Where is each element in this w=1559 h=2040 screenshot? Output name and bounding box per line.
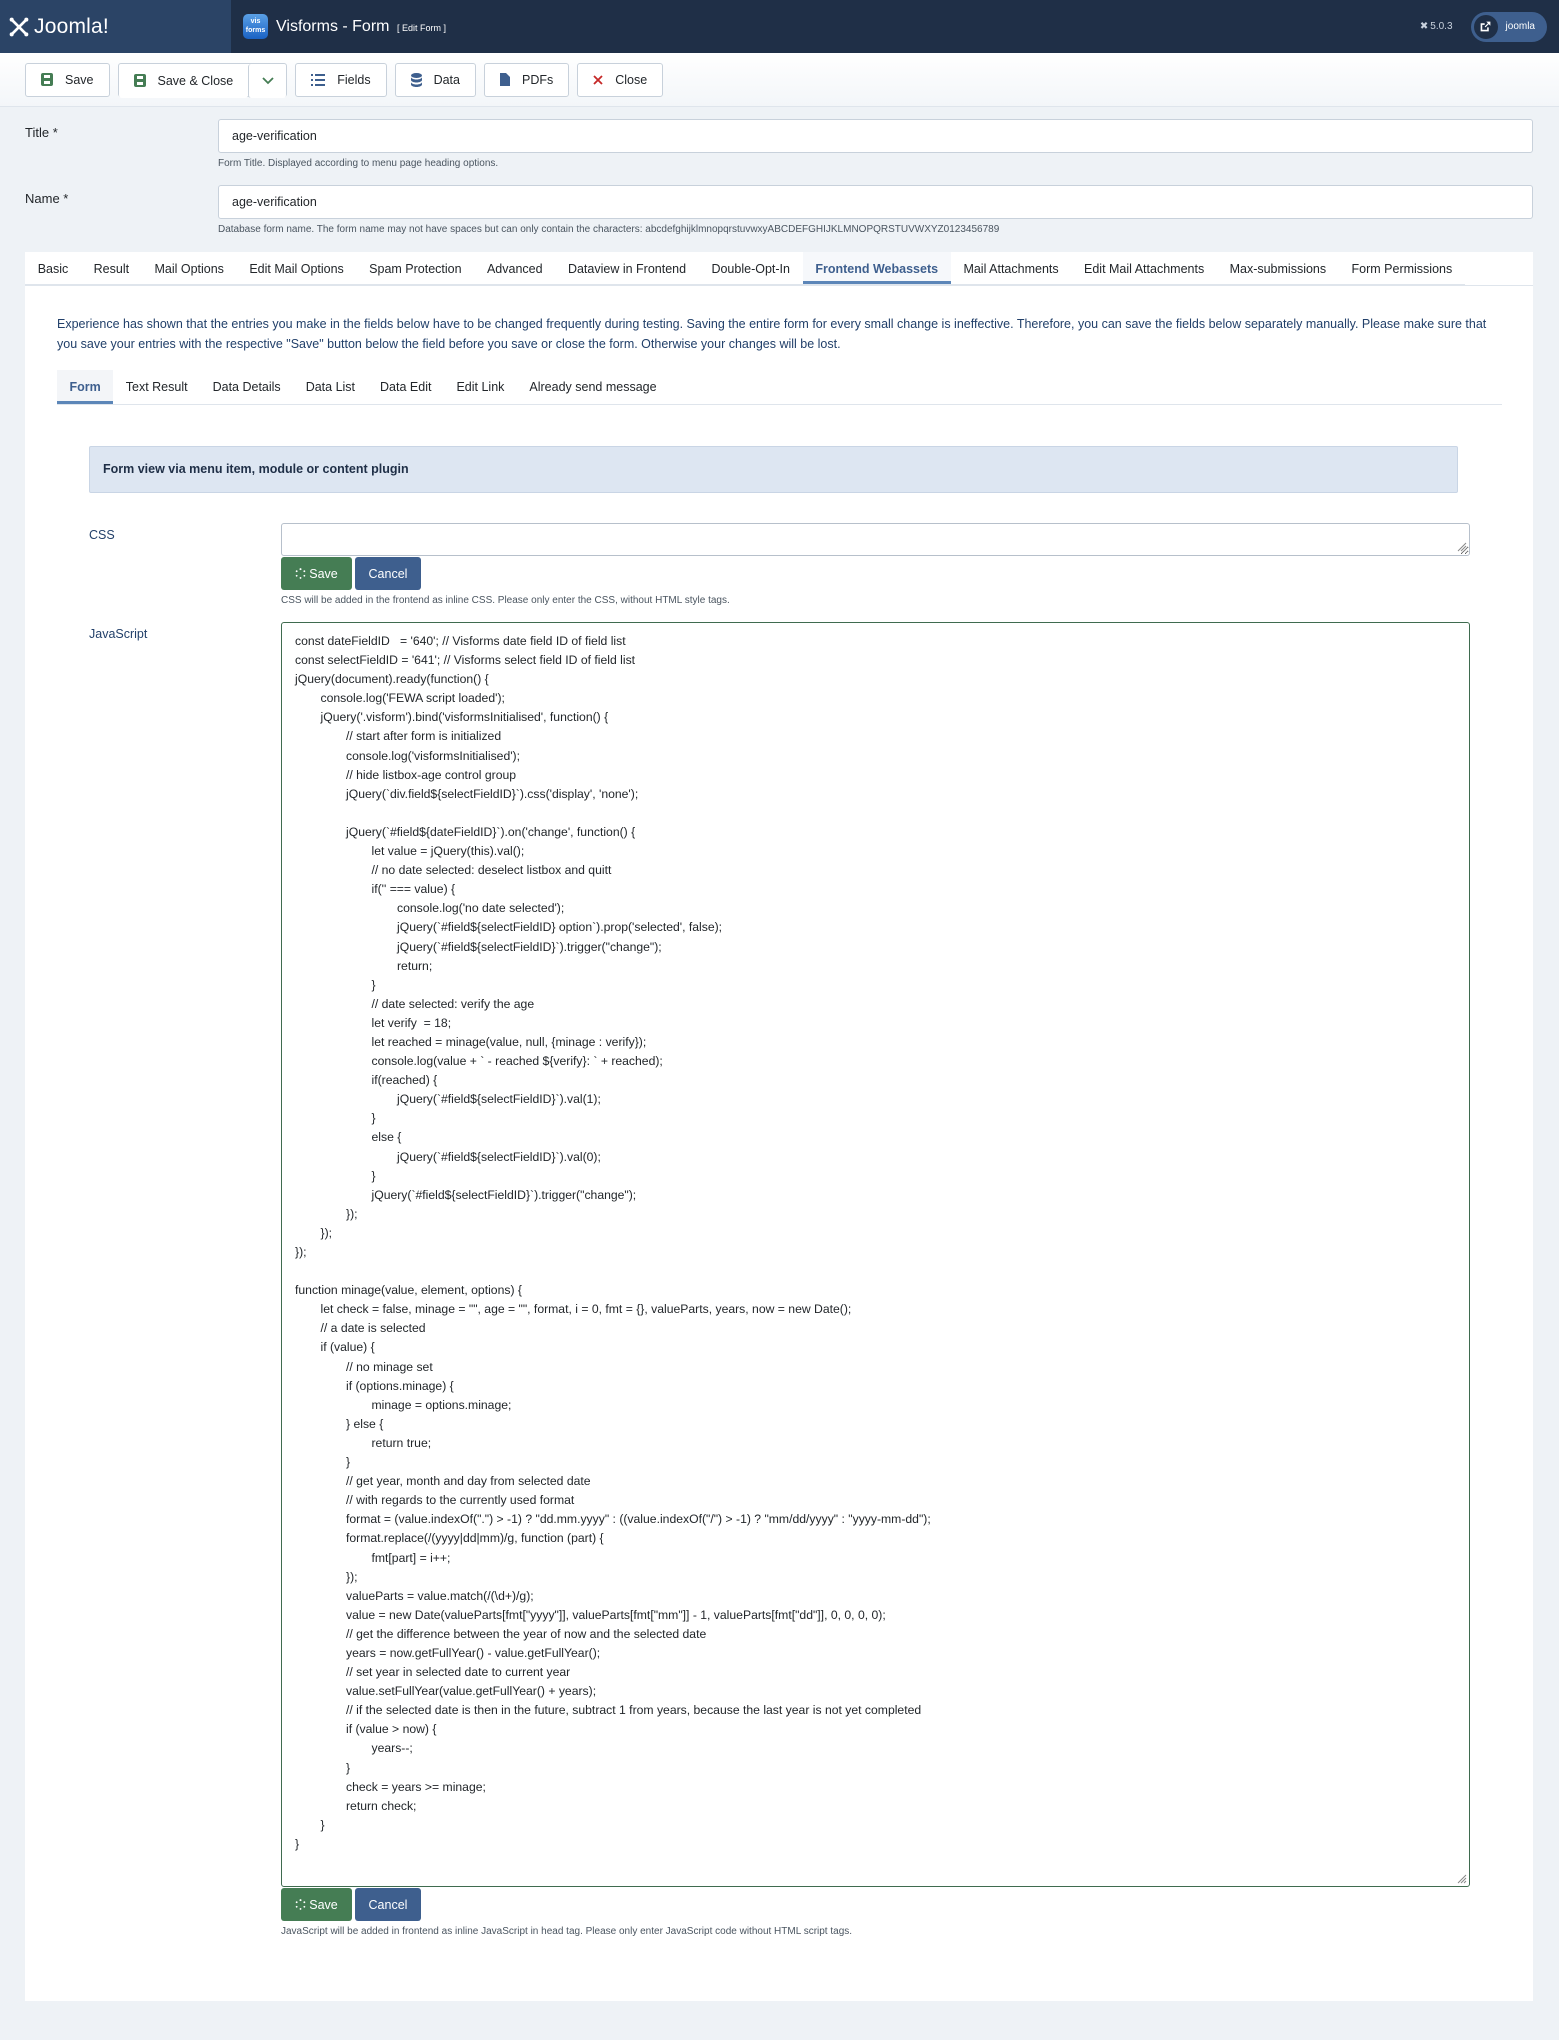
code-line: }: [346, 1760, 351, 1775]
section-header: Form view via menu item, module or content plugin: [89, 446, 1458, 493]
code-line: // no minage set: [346, 1359, 433, 1374]
code-line: // if the selected date is then in the future, subtract 1 from years, because the last year is not yet completed: [346, 1703, 922, 1718]
code-line: let verify = 18;: [371, 1015, 452, 1030]
data-label: Data: [433, 72, 460, 87]
close-label: Close: [615, 72, 648, 87]
joomla-logo-icon: [8, 16, 30, 38]
tab-max-submissions[interactable]: Max-submissions: [1229, 262, 1327, 276]
code-line: console.log('FEWA script loaded');: [320, 691, 505, 706]
tab-edit-mail-options[interactable]: Edit Mail Options: [249, 262, 344, 276]
tab-mail-attachments[interactable]: Mail Attachments: [963, 262, 1059, 276]
code-line: }: [371, 1111, 376, 1126]
javascript-help: JavaScript will be added in frontend as inline JavaScript in head tag. Please only enter JavaScript code without HTML script tags.: [281, 1926, 853, 1937]
page-title-text: Visforms - Form: [276, 17, 390, 35]
css-label: CSS: [89, 528, 115, 542]
save-close-group: [118, 63, 288, 97]
code-line: console.log('no date selected');: [397, 901, 565, 916]
code-line: if (value) {: [320, 1340, 375, 1355]
code-line: }: [320, 1817, 325, 1832]
code-line: }: [371, 977, 376, 992]
css-cancel-button[interactable]: Cancel: [355, 557, 421, 590]
tab-mail-options[interactable]: Mail Options: [154, 262, 224, 276]
code-line: // date selected: verify the age: [371, 996, 535, 1011]
code-line: });: [346, 1206, 358, 1221]
code-line: console.log('visformsInitialised');: [346, 748, 520, 763]
code-line: });: [295, 1245, 307, 1259]
save-icon: [41, 73, 53, 86]
javascript-label: JavaScript: [89, 627, 148, 641]
code-line: jQuery(document).ready(function() {: [295, 672, 489, 687]
code-line: // get year, month and day from selected date: [346, 1474, 591, 1489]
spinner-icon: [295, 1899, 306, 1910]
tab-advanced[interactable]: Advanced: [486, 262, 543, 276]
subtab-data-details[interactable]: Data Details: [212, 380, 281, 394]
code-line: if (options.minage) {: [346, 1378, 454, 1393]
code-line: console.log(value + ` - reached ${verify}: ` + reached);: [371, 1054, 663, 1069]
code-line: });: [320, 1225, 333, 1240]
code-line: if('' === value) {: [371, 882, 456, 897]
subtab-edit-link[interactable]: Edit Link: [456, 380, 505, 394]
code-line: return;: [397, 958, 433, 973]
javascript-cancel-button[interactable]: Cancel: [355, 1888, 421, 1921]
tab-dataview-frontend[interactable]: Dataview in Frontend: [567, 262, 687, 276]
tab-basic[interactable]: Basic: [37, 262, 69, 276]
code-line: valueParts = value.match(/(\d+)/g);: [346, 1588, 534, 1603]
code-line: } else {: [346, 1416, 384, 1431]
tab-double-opt-in[interactable]: Double-Opt-In: [711, 262, 790, 276]
code-line: }: [371, 1168, 376, 1183]
name-label: Name *: [25, 191, 69, 206]
subtab-form[interactable]: Form: [57, 370, 113, 404]
code-line: [295, 1262, 1456, 1281]
code-line: // no date selected: deselect listbox and quitt: [371, 863, 612, 878]
code-line: function minage(value, element, options) {: [295, 1283, 522, 1298]
css-help: CSS will be added in the frontend as inline CSS. Please only enter the CSS, without HTML style tags.: [281, 595, 730, 606]
code-line: check = years >= minage;: [346, 1779, 486, 1794]
tab-result[interactable]: Result: [93, 262, 130, 276]
code-line: let reached = minage(value, null, {minage : verify});: [371, 1034, 647, 1049]
close-icon: [593, 75, 603, 85]
javascript-save-button[interactable]: [281, 1888, 352, 1921]
code-line: let check = false, minage = "", age = "", format, i = 0, fmt = {}, valueParts, years, now = new Date();: [320, 1302, 852, 1317]
subtab-already-send-message[interactable]: Already send message: [529, 380, 657, 394]
code-line: jQuery('.visform').bind('visformsInitialised', function() {: [320, 710, 609, 725]
pdfs-label: PDFs: [521, 72, 554, 87]
code-line: jQuery(`div.field${selectFieldID}`).css('display', 'none');: [346, 786, 639, 801]
code-line: let value = jQuery(this).val();: [371, 844, 525, 859]
external-link-icon: [1474, 15, 1498, 39]
tab-form-permissions[interactable]: Form Permissions: [1351, 262, 1453, 276]
version-info: [1420, 21, 1453, 32]
spinner-icon: [295, 568, 306, 579]
code-line: format = (value.indexOf(".") > -1) ? "dd.mm.yyyy" : ((value.indexOf("/") > -1) ? "mm/dd/yyyy" : "yyyy-mm-dd");: [346, 1512, 931, 1527]
code-line: jQuery(`#field${selectFieldID}`).trigger("change");: [371, 1187, 637, 1202]
css-save-button[interactable]: [281, 557, 352, 590]
code-line: else {: [371, 1130, 402, 1145]
code-line: years--;: [371, 1741, 413, 1756]
page-title: [276, 18, 446, 36]
brand-name: Joomla!: [34, 14, 109, 38]
tabs-divider: [25, 285, 1533, 286]
code-line: format.replace(/(yyyy|dd|mm)/g, function (part) {: [346, 1531, 604, 1546]
title-label: Title *: [25, 125, 58, 140]
code-line: return check;: [346, 1798, 417, 1813]
data-button[interactable]: [395, 63, 476, 97]
code-line: // with regards to the currently used format: [346, 1493, 575, 1508]
chevron-down-icon: [262, 77, 274, 85]
code-line: fmt[part] = i++;: [371, 1550, 451, 1565]
save-button[interactable]: [25, 63, 110, 97]
subtab-data-edit[interactable]: Data Edit: [380, 380, 432, 394]
top-header: [0, 0, 1559, 53]
resize-handle-icon[interactable]: [1455, 540, 1467, 552]
code-line: jQuery(`#field${selectFieldID}`).trigger("change");: [397, 939, 662, 954]
toolbar: [0, 53, 1559, 107]
javascript-save-label: Save: [309, 1897, 338, 1912]
site-link-label: joomla: [1505, 21, 1535, 32]
sub-tabs: [57, 370, 1502, 405]
tab-edit-mail-attachments[interactable]: Edit Mail Attachments: [1084, 262, 1205, 276]
javascript-textarea[interactable]: [281, 622, 1470, 1887]
code-line: jQuery(`#field${dateFieldID}`).on('change', function() {: [346, 824, 636, 839]
code-line: if (value > now) {: [346, 1722, 437, 1737]
joomla-brand[interactable]: [0, 0, 231, 53]
pdfs-button[interactable]: [484, 63, 569, 97]
css-save-label: Save: [309, 566, 338, 581]
list-icon: [311, 74, 325, 86]
site-link-button[interactable]: [1471, 12, 1547, 42]
code-line: const dateFieldID = '640'; // Visforms date field ID of field list: [295, 634, 626, 648]
fields-button[interactable]: [295, 63, 386, 97]
save-icon: [134, 74, 146, 87]
title-input[interactable]: [218, 119, 1533, 153]
name-input[interactable]: [218, 185, 1533, 219]
joomla-mini-icon: ✖: [1419, 21, 1429, 32]
code-line: }: [295, 1836, 300, 1851]
code-line: minage = options.minage;: [371, 1397, 512, 1412]
code-line: [295, 804, 1456, 823]
fields-label: Fields: [337, 72, 371, 87]
save-close-label: Save & Close: [157, 73, 234, 88]
save-close-button[interactable]: [119, 64, 249, 98]
code-line: jQuery(`#field${selectFieldID} option`).prop('selected', false);: [397, 920, 723, 935]
code-line: years = now.getFullYear() - value.getFullYear();: [346, 1645, 601, 1660]
code-line: value.setFullYear(value.getFullYear() + years);: [346, 1684, 597, 1699]
code-line: }: [346, 1455, 351, 1470]
save-label: Save: [65, 72, 94, 87]
css-textarea[interactable]: [281, 523, 1470, 556]
code-line: // get the difference between the year of now and the selected date: [346, 1626, 707, 1641]
code-line: if(reached) {: [371, 1073, 438, 1088]
close-button[interactable]: [577, 63, 663, 97]
file-icon: [500, 73, 510, 86]
page-subtitle: [ Edit Form ]: [396, 22, 446, 33]
visforms-app-icon: vis forms: [243, 14, 268, 39]
database-icon: [411, 73, 422, 87]
code-line: return true;: [371, 1435, 432, 1450]
name-help: Database form name. The form name may not have spaces but can only contain the characters: abcdefghijklmnopqrstuvwxyABCDEFGHIJKLMNOPQRSTUVWXYZ0123456789: [218, 224, 1000, 235]
code-line: const selectFieldID = '641'; // Visforms select field ID of field list: [295, 653, 636, 668]
tab-spam-protection[interactable]: Spam Protection: [369, 262, 462, 276]
code-line: });: [346, 1569, 358, 1584]
title-help: Form Title. Displayed according to menu page heading options.: [218, 158, 499, 169]
tab-frontend-webassets[interactable]: Frontend Webassets: [803, 252, 951, 284]
subtab-data-list[interactable]: Data List: [305, 380, 356, 394]
code-line: // hide listbox-age control group: [346, 767, 517, 782]
code-line: jQuery(`#field${selectFieldID}`).val(1);: [397, 1092, 601, 1107]
main-tabs: [25, 252, 1465, 285]
intro-text: Experience has shown that the entries you make in the fields below have to be changed frequently during testing. Saving the entire form for every small change is ineffective. Therefore, you can save the fields below separately manually. Please make sure that you save your entries with the respective "Save" button below the field before you save or close the form. Otherwise your changes will be lost.: [57, 317, 1487, 351]
code-line: value = new Date(valueParts[fmt["yyyy"]], valueParts[fmt["mm"]] - 1, valueParts[fmt["dd"]], 0, 0, 0, 0);: [346, 1607, 886, 1622]
code-line: // set year in selected date to current year: [346, 1665, 571, 1680]
code-line: // a date is selected: [320, 1321, 426, 1336]
resize-handle-icon[interactable]: [1455, 1872, 1467, 1884]
code-line: // start after form is initialized: [346, 729, 502, 744]
version-number: 5.0.3: [1430, 21, 1453, 32]
subtab-text-result[interactable]: Text Result: [125, 380, 188, 394]
code-line: jQuery(`#field${selectFieldID}`).val(0);: [397, 1149, 601, 1164]
save-options-dropdown[interactable]: [248, 64, 286, 98]
